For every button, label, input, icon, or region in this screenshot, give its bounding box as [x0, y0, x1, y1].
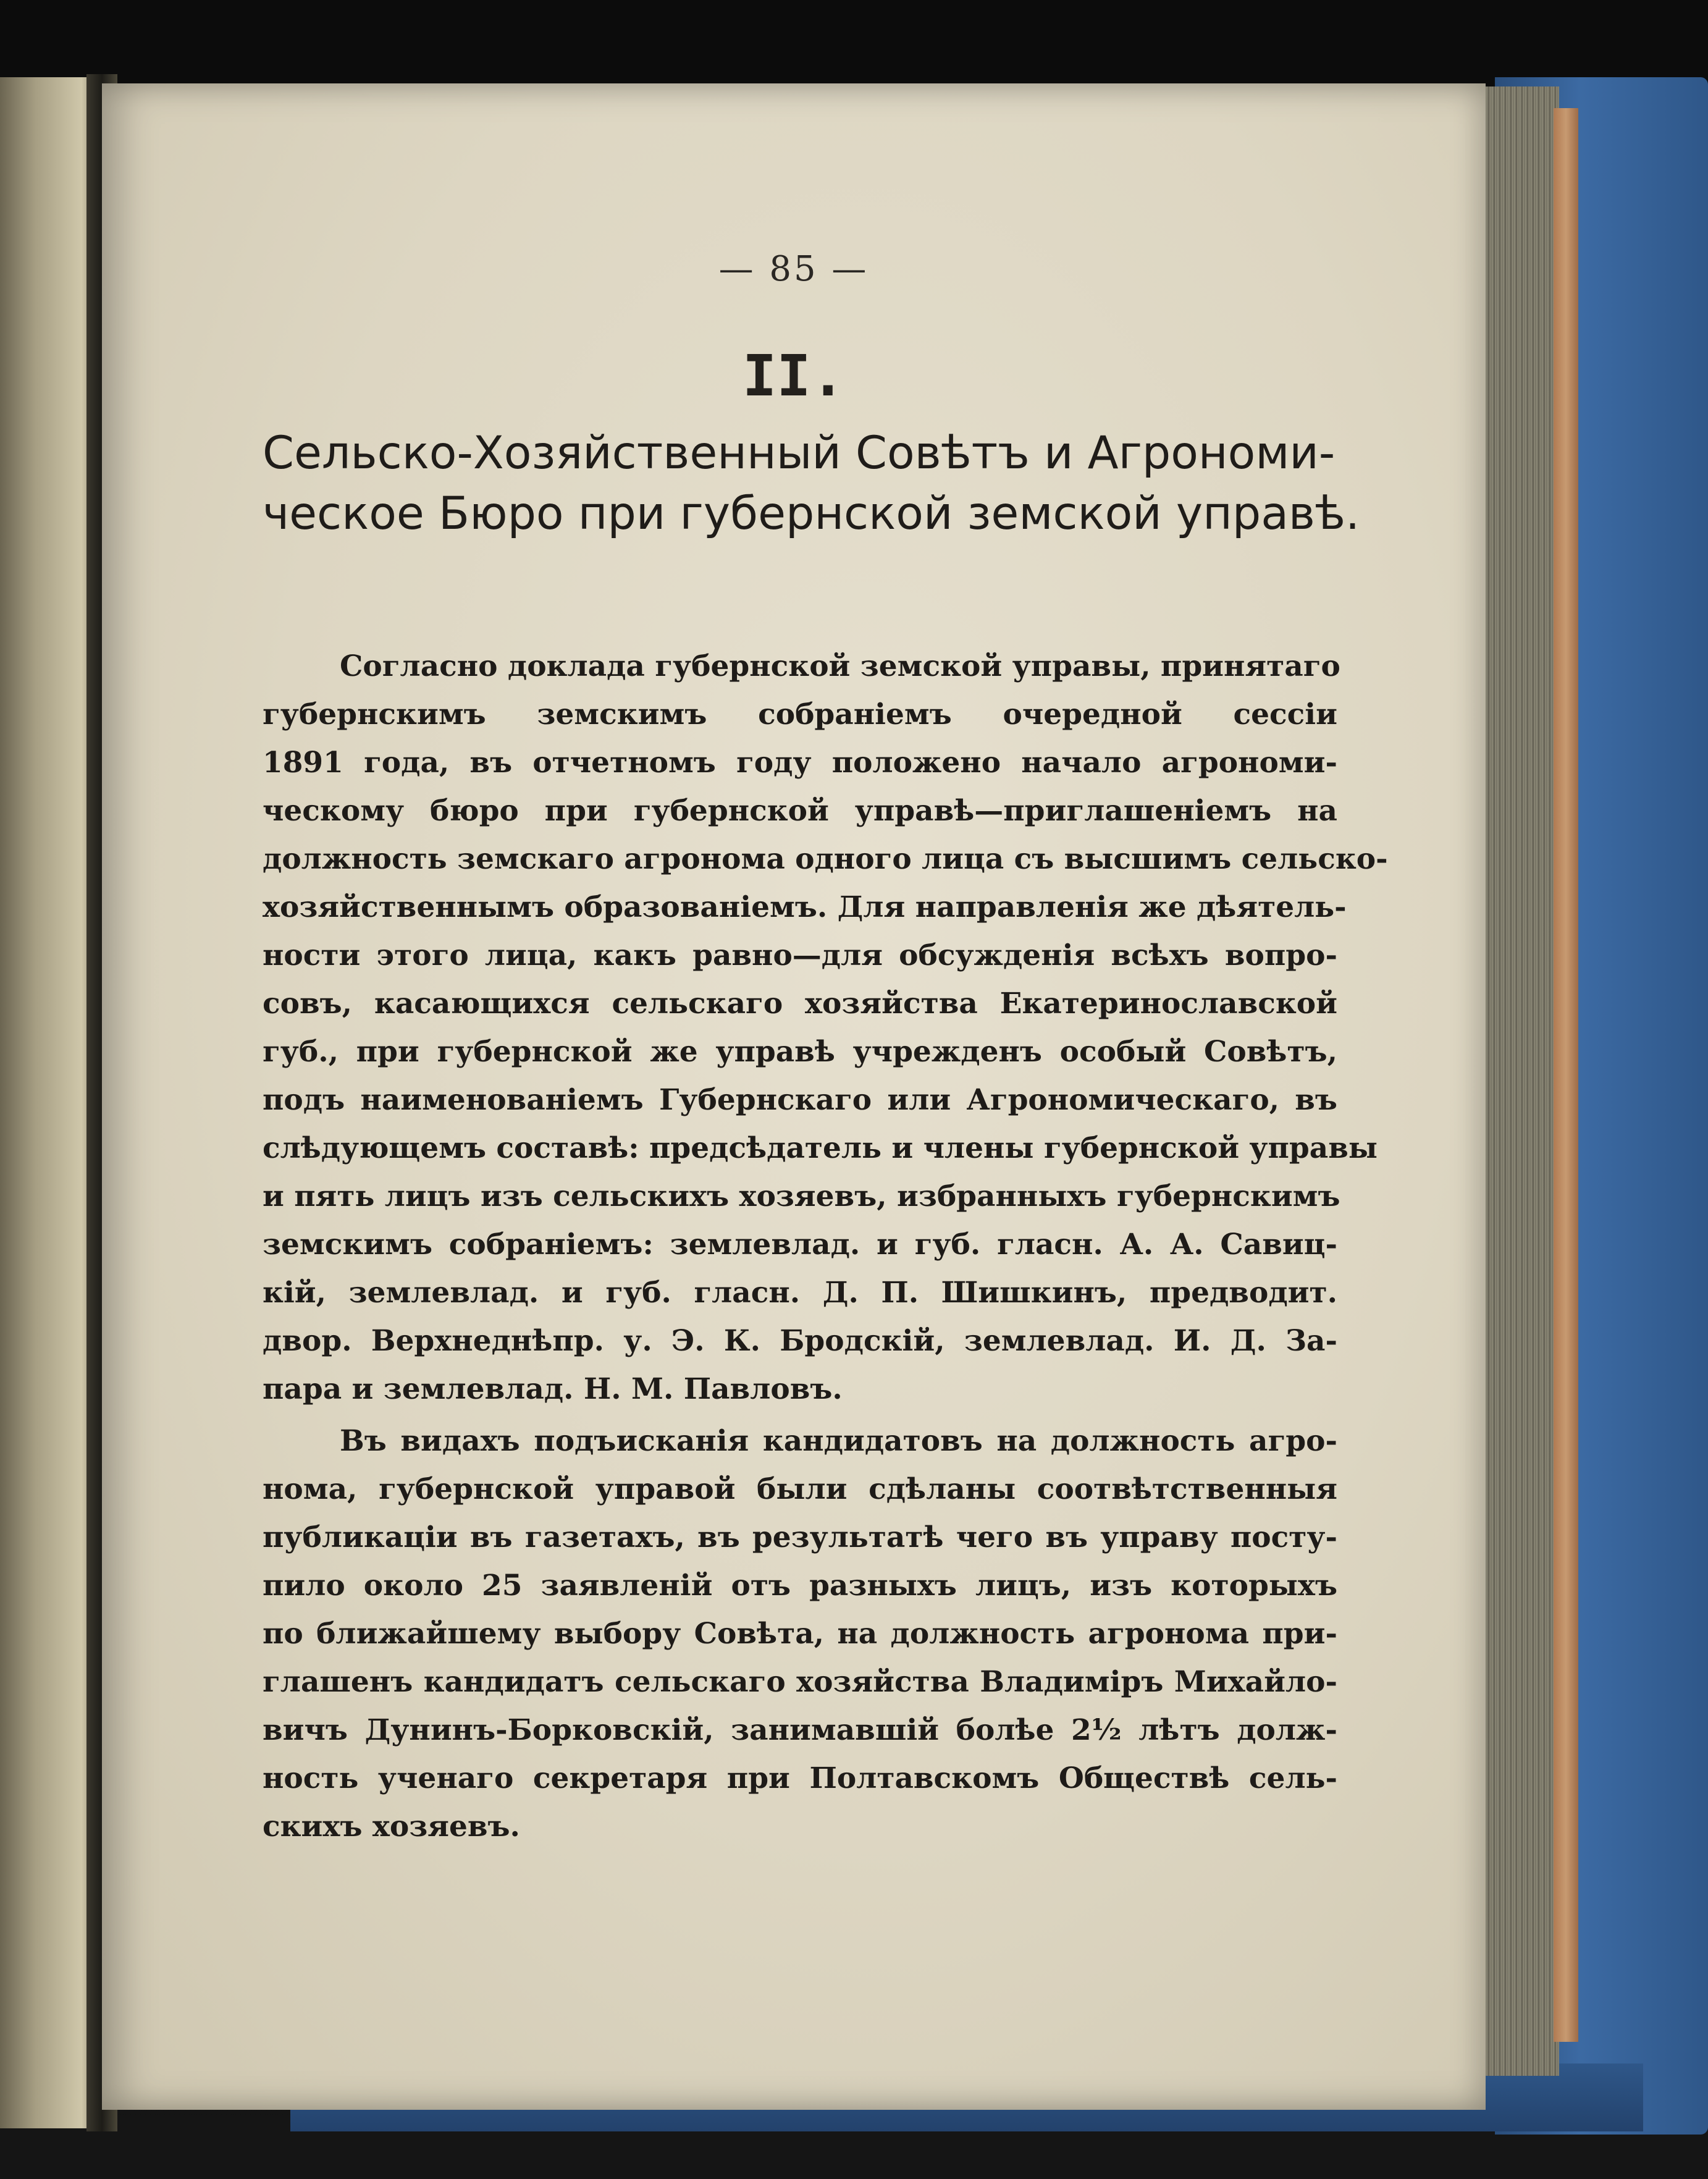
text-line: глашенъ кандидатъ сельскаго хозяйства Владиміръ Михайло-: [263, 1665, 1337, 1699]
text-line: ности этого лица, какъ равно—для обсужденія всѣхъ вопро-: [263, 938, 1337, 972]
paragraph-2: [263, 1417, 1337, 1851]
endpaper-strip: [1554, 108, 1578, 2042]
text-line: нома, губернской управой были сдѣланы соотвѣтственныя: [263, 1472, 1337, 1506]
text-line: слѣдующемъ составѣ: предсѣдатель и члены губернской управы: [263, 1131, 1378, 1165]
text-line: Согласно доклада губернской земской управы, принятаго: [340, 649, 1340, 683]
text-line: должность земскаго агронома одного лица съ высшимъ сельско-: [263, 842, 1388, 876]
body-text: [263, 643, 1388, 1851]
text-line: пило около 25 заявленій отъ разныхъ лицъ, изъ которыхъ: [263, 1569, 1337, 1603]
paragraph-1: [263, 643, 1388, 1414]
text-line: вичъ Дунинъ-Борковскій, занимавшій болѣе 2½ лѣтъ долж-: [263, 1713, 1337, 1747]
text-line: губ., при губернской же управѣ учрежденъ особый Совѣтъ,: [263, 1035, 1337, 1069]
text-line: и пять лицъ изъ сельскихъ хозяевъ, избранныхъ губернскимъ: [263, 1179, 1340, 1213]
text-line: двор. Верхнеднѣпр. у. Э. К. Бродскій, землевлад. И. Д. За-: [263, 1324, 1337, 1358]
text-line: совъ, касающихся сельскаго хозяйства Екатеринославской: [263, 987, 1337, 1021]
text-line: скихъ хозяевъ.: [263, 1810, 520, 1844]
text-line: пара и землевлад. Н. М. Павловъ.: [263, 1372, 843, 1406]
text-line: земскимъ собраніемъ: землевлад. и губ. гласн. А. А. Савиц-: [263, 1228, 1337, 1262]
text-line: по ближайшему выбору Совѣта, на должность агронома при-: [263, 1617, 1337, 1651]
title-line: ческое Бюро при губернской земской управѣ.: [263, 487, 1360, 540]
text-line: губернскимъ земскимъ собраніемъ очередной сессіи: [263, 698, 1337, 731]
page-stack-edge: [1483, 86, 1559, 2076]
text-line: публикаціи въ газетахъ, въ результатѣ чего въ управу посту-: [263, 1520, 1337, 1554]
text-line: кій, землевлад. и губ. гласн. Д. П. Шишкинъ, предводит.: [263, 1276, 1337, 1310]
title-line: Сельско-Хозяйственный Совѣтъ и Агрономи-: [263, 427, 1336, 479]
text-line: ческому бюро при губернской управѣ—приглашеніемъ на: [263, 794, 1337, 828]
text-line: ность ученаго секретаря при Полтавскомъ Обществѣ сель-: [263, 1761, 1337, 1795]
text-line: подъ наименованіемъ Губернскаго или Агрономическаго, въ: [263, 1083, 1337, 1117]
text-line: 1891 года, въ отчетномъ году положено начало агрономи-: [263, 746, 1337, 780]
page-number: — 85 —: [718, 249, 869, 289]
section-title: [263, 423, 1360, 544]
text-line: Въ видахъ подъисканія кандидатовъ на должность агро-: [340, 1424, 1337, 1458]
text-line: хозяйственнымъ образованіемъ. Для направленія же дѣятель-: [263, 890, 1347, 924]
section-number: II.: [742, 343, 846, 409]
book-page: [102, 83, 1486, 2110]
